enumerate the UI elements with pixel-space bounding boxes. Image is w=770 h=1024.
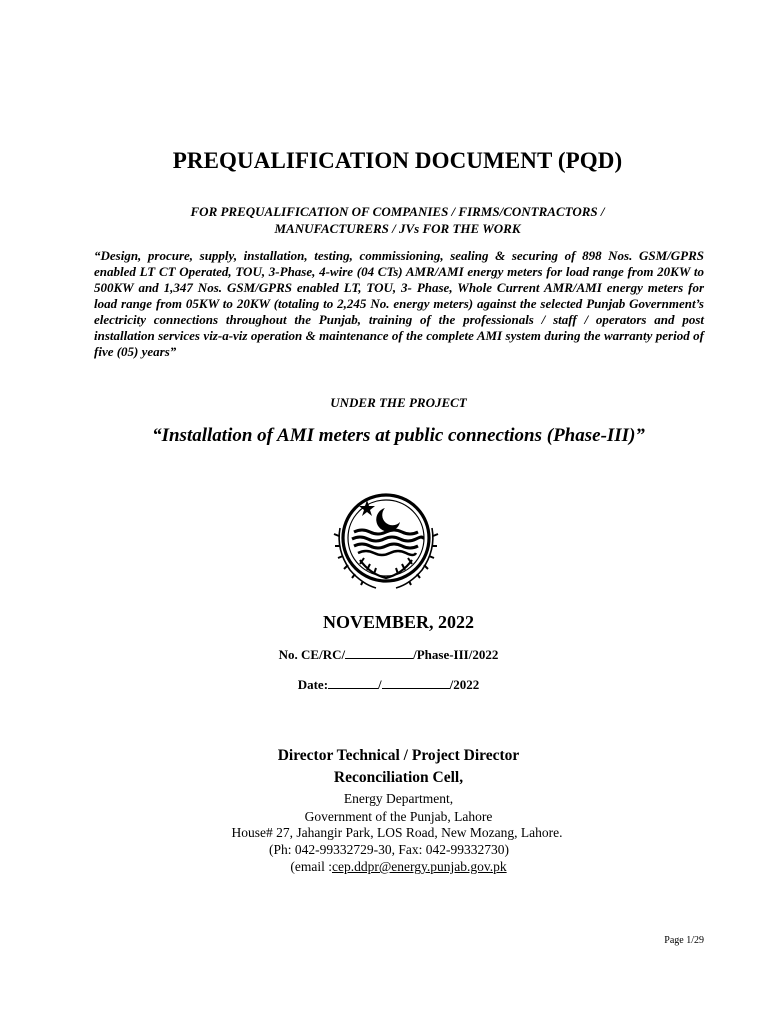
work-description: “Design, procure, supply, installation, testing, commissioning, sealing & securing of 898 Nos. GSM/GPRS enabled LT CT Operated, TOU, 3-Phase, 4-wire (04 CTs) AMR/AMI energy meters for load range from 20KW to 500KW and 1,347 Nos. GSM/GPRS enabled LT, TOU, 3- Phase, Whole Current AMR/AMI energy meters for load range from 05KW to 20KW (totaling to 2,245 No. energy meters) against the selected Punjab Government’s electricity connections throughout the Punjab, training of the professionals / staff / operators and post installation services viz-a-viz operation & maintenance of the complete AMI system during the warranty period of five (05) years”	[94, 248, 704, 359]
subtitle-line-2: MANUFACTURERS / JVs FOR THE WORK	[274, 221, 521, 236]
department: Energy Department,	[343, 791, 454, 806]
page-number: Page 1/29	[664, 935, 704, 946]
reference-number	[0, 647, 770, 663]
email-prefix: (email :	[290, 859, 332, 874]
email-line	[0, 859, 770, 875]
issue-month: NOVEMBER, 2022	[322, 612, 474, 632]
project-name: “Installation of AMI meters at public connections (Phase-III)”	[152, 425, 645, 446]
date-month-blank[interactable]	[382, 677, 450, 689]
ref-prefix: No. CE/RC/	[278, 647, 346, 662]
date-day-blank[interactable]	[328, 677, 378, 689]
phone-fax: (Ph: 042-99332729-30, Fax: 042-99332730)	[269, 842, 509, 857]
date-year: /2022	[449, 677, 480, 692]
office-title: Director Technical / Project Director	[277, 747, 520, 764]
document-subtitle	[150, 203, 645, 237]
under-project-label: UNDER THE PROJECT	[330, 395, 467, 410]
email-link[interactable]: cep.ddpr@energy.punjab.gov.pk	[331, 859, 507, 874]
government: Government of the Punjab, Lahore	[304, 809, 493, 824]
ref-suffix: /Phase-III/2022	[413, 647, 499, 662]
ref-number-blank[interactable]	[345, 647, 413, 659]
government-of-punjab-seal-icon	[330, 488, 442, 592]
date-label: Date:	[297, 677, 329, 692]
page-title: PREQUALIFICATION DOCUMENT (PQD)	[172, 148, 623, 173]
subtitle-line-1: FOR PREQUALIFICATION OF COMPANIES / FIRMS/CONTRACTORS /	[190, 204, 605, 219]
date-line	[0, 677, 770, 693]
office-unit: Reconciliation Cell,	[333, 769, 464, 786]
date-separator: /	[378, 677, 382, 692]
street-address: House# 27, Jahangir Park, LOS Road, New Mozang, Lahore.	[231, 825, 563, 840]
